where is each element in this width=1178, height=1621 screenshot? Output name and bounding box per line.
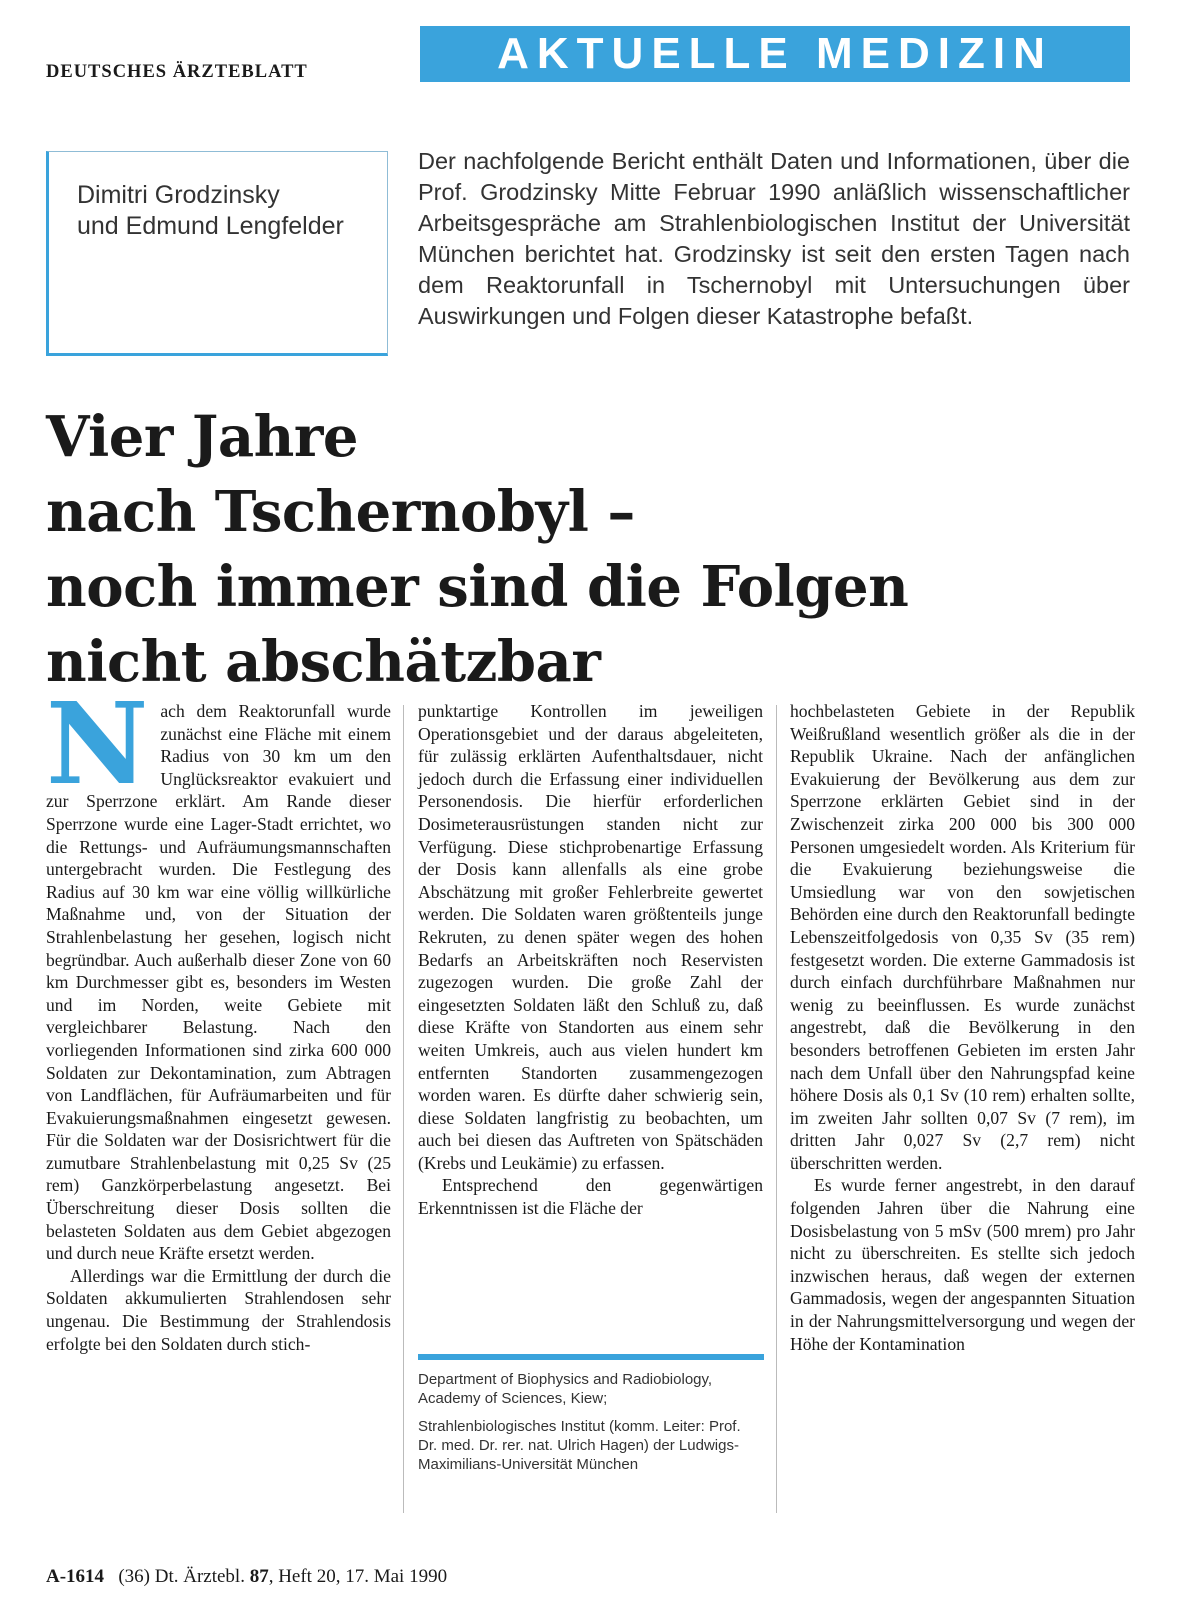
drop-cap: N [46, 679, 149, 810]
affiliation-rule [418, 1354, 764, 1360]
affiliation-1: Department of Biophysics and Radiobiology, Academy of Sciences, Kiew; [418, 1371, 713, 1407]
body-column-2 [418, 700, 763, 1220]
intro-paragraph: Der nachfolgende Bericht enthält Daten und Informationen, über die Prof. Grodzinsky Mitte Februar 1990 anläßlich wissenschaftlicher Arbeitsgespräche am Strahlenbiologischen Institut der Universität München berichtet hat. Grodzinsky ist seit den ersten Tagen nach dem Reaktorunfall in Tschernobyl mit Untersuchungen über Auswirkungen und Folgen dieser Katastrophe befaßt. [418, 148, 1130, 329]
citation-suffix: , Heft 20, 17. Mai 1990 [268, 1566, 448, 1587]
article-title [46, 400, 1146, 700]
body-column-3 [790, 700, 1135, 1355]
title-line-3: noch immer sind die Folgen [46, 554, 909, 620]
column-divider [776, 705, 777, 1513]
page-footer [46, 1566, 447, 1588]
author-box [46, 151, 388, 356]
body-paragraph: Allerdings war die Ermittlung der durch die Soldaten akkumulierten Strahlendosen sehr ungenau. Die Bestimmung der Strahlendosis erfolgte bei den Soldaten durch stich- [46, 1265, 391, 1354]
title-line-2: nach Tschernobyl – [46, 479, 635, 545]
citation-prefix: (36) Dt. Ärztebl. [118, 1566, 245, 1587]
body-paragraph: punktartige Kontrollen im jeweiligen Operationsgebiet und der daraus abgeleiteten, für zulässig erklärten Aufenthaltsdauer, nicht jedoch durch die Erfassung einer individuellen Personendosis. Die hierfür erforderlichen Dosimeterausrüstungen standen nicht zur Verfügung. Diese stichprobenartige Erfassung der Dosis kann allenfalls als eine grobe Abschätzung mit großer Fehlerbreite gewertet werden. Die Soldaten waren größtenteils junge Rekruten, zu denen später wegen des hohen Bedarfs an Arbeitskräften noch Reservisten zugezogen wurden. Die große Zahl der eingesetzten Soldaten läßt den Schluß zu, daß diese Kräfte von Standorten aus einem sehr weiten Umkreis, auch aus vielen hundert km entfernten Standorten zusammengezogen worden waren. Es dürfte daher schwierig sein, diese Soldaten langfristig zu beobachten, um auch bei diesen das Auftreten von Spätschäden (Krebs und Leukämie) zu erfassen. [418, 701, 763, 1173]
body-column-1 [46, 679, 391, 1355]
title-line-4: nicht abschätzbar [46, 629, 601, 695]
body-paragraph: Entsprechend den gegenwärtigen Erkenntnissen ist die Fläche der [418, 1175, 763, 1219]
column-divider [403, 705, 404, 1513]
body-paragraph: ach dem Reaktorunfall wurde zunächst eine Fläche mit einem Radius von 30 km um den Unglücksreaktor evakuiert und zur Sperrzone erklärt. Am Rande dieser Sperrzone wurde eine Lager-Stadt errichtet, wo die Rettungs- und Aufräumungsmannschaften untergebracht wurden. Die Festlegung des Radius auf 30 km war eine völlig willkürliche Maßnahme und, von der Situation der Strahlenbelastung her gesehen, logisch nicht begründbar. Auch außerhalb dieser Zone von 60 km Durchmesser gibt es, besonders im Westen und im Norden, weite Gebiete mit vergleichbarer Belastung. Nach den vorliegenden Informationen sind zirka 600 000 Soldaten zur Dekontamination, zum Abtragen von Landflächen, für Aufräumarbeiten und für Evakuierungsmaßnahmen eingesetzt gewesen. Für die Soldaten war der Dosisrichtwert für die zumutbare Strahlenbelastung mit 0,25 Sv (25 rem) Ganzkörperbelastung angesetzt. Bei Überschreitung dieser Dosis sollten die belasteten Soldaten aus dem Gebiet abgezogen und durch neue Kräfte ersetzt werden. [46, 701, 391, 1264]
body-paragraph: Es wurde ferner angestrebt, in den darauf folgenden Jahren über die Nahrung eine Dosisbelastung von 5 mSv (500 mrem) pro Jahr nicht zu überschreiten. Es stellte sich jedoch inzwischen heraus, daß wegen der externen Gammadosis, wegen der angespannten Situation in der Nahrungsmittelversorgung und wegen der Höhe der Kontamination [790, 1175, 1135, 1354]
title-line-1: Vier Jahre [46, 404, 358, 470]
author-line-1: Dimitri Grodzinsky [77, 181, 280, 209]
affiliations [418, 1370, 763, 1483]
body-paragraph: hochbelasteten Gebiete in der Republik Weißrußland wesentlich größer als die in der Republik Ukraine. Nach der anfänglichen Evakuierung der Bevölkerung aus dem zur Sperrzone erklärten Gebiet sind in der Zwischenzeit zirka 200 000 bis 300 000 Personen umgesiedelt worden. Als Kriterium für die Evakuierung beziehungsweise die Umsiedlung war von den sowjetischen Behörden eine durch den Reaktorunfall bedingte Lebenszeitfolgedosis von 0,35 Sv (35 rem) festgesetzt worden. Die externe Gammadosis ist durch einfach durchführbare Maßnahmen nur wenig zu beeinflussen. Es wurde zunächst angestrebt, daß die Bevölkerung in den besonders betroffenen Gebieten im ersten Jahr nach dem Unfall über den Nahrungspfad keine höhere Dosis als 0,1 Sv (10 rem) erhalten sollte, im zweiten Jahr sollten 0,07 Sv (7 rem), im dritten Jahr 0,027 Sv (2,7 rem) nicht überschritten werden. [790, 701, 1135, 1173]
page-code: A-1614 [46, 1566, 105, 1587]
section-banner: AKTUELLE MEDIZIN [420, 26, 1130, 82]
author-line-2: und Edmund Lengfelder [77, 212, 344, 240]
journal-name: DEUTSCHES ÄRZTEBLATT [46, 62, 308, 82]
intro-text [418, 146, 1130, 332]
volume-number: 87 [249, 1566, 269, 1587]
affiliation-2: Strahlenbiologisches Institut (komm. Leiter: Prof. Dr. med. Dr. rer. nat. Ulrich Hagen) der Ludwigs-Maximilians-Universität München [418, 1418, 741, 1473]
